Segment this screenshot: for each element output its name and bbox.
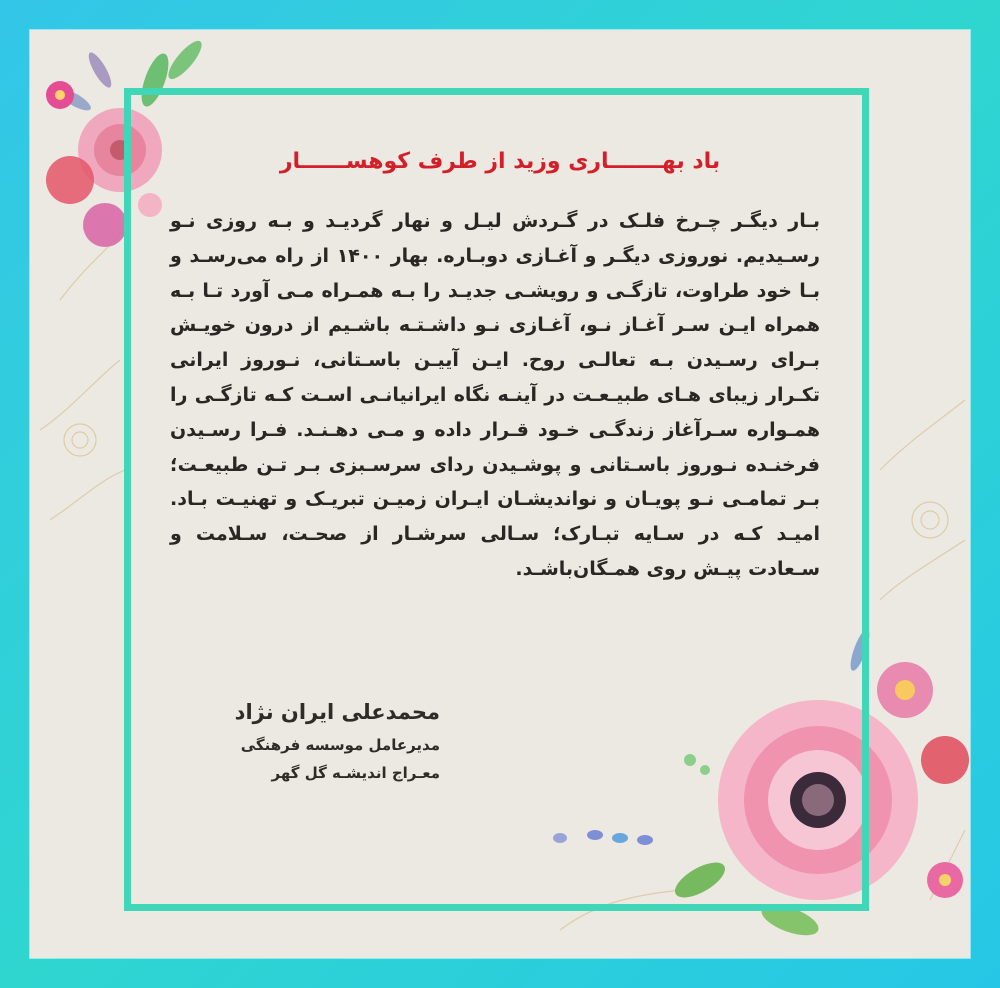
body-paragraph: بـار دیگـر چـرخ فلـک در گـردش لیـل و نهار گردیـد و بـه روزی نـو رسـیدیم. نوروزی دیگـر و آغـازی دوبـاره. بهار ۱۴۰۰ از راه می‌رسـد و بـا خود طراوت، تازگـی و رویشـی جدیـد را بـه همـراه مـی آورد تـا بـه همراه ایـن سـر آغـاز نـو، آغـازی نـو داشـتـه باشـیم از درون خویـش بـرای رسـیدن بـه تعالـی روح. ایـن آییـن باسـتانی، نـوروز ایرانی تکـرار زیبای هـای طبیـعـت در آینـه نگاه ایرانیانـی اسـت کـه تازگـی را همـواره سـرآغاز زندگـی خـود قـرار داده و مـی دهـنـد. فـرا رسـیدن فرخنـده نـوروز باسـتانی و پوشـیدن ردای سرسـبزی بـر تـن طبیعـت؛ بـر تمامـی نـو پویـان و نواندیشـان ایـران زمیـن تبریـک و تهنیـت بـاد. امیـد کـه در سـایه تبـارک؛ سـالی سرشـار از صحـت، سـلامت و سـعادت پیـش روی همـگان‌باشـد. [170,210,820,580]
signature-role: مدیرعامل موسسه فرهنگی [240,736,440,754]
signature-organization: معـراج اندیشـه گل گهر [271,764,440,782]
signature-block [140,700,440,792]
main-content [160,135,840,587]
signature-name: محمدعلی ایران نژاد [234,700,440,724]
page-title: باد بهـــــــاری وزید از طرف کوهســــــار [279,149,721,174]
